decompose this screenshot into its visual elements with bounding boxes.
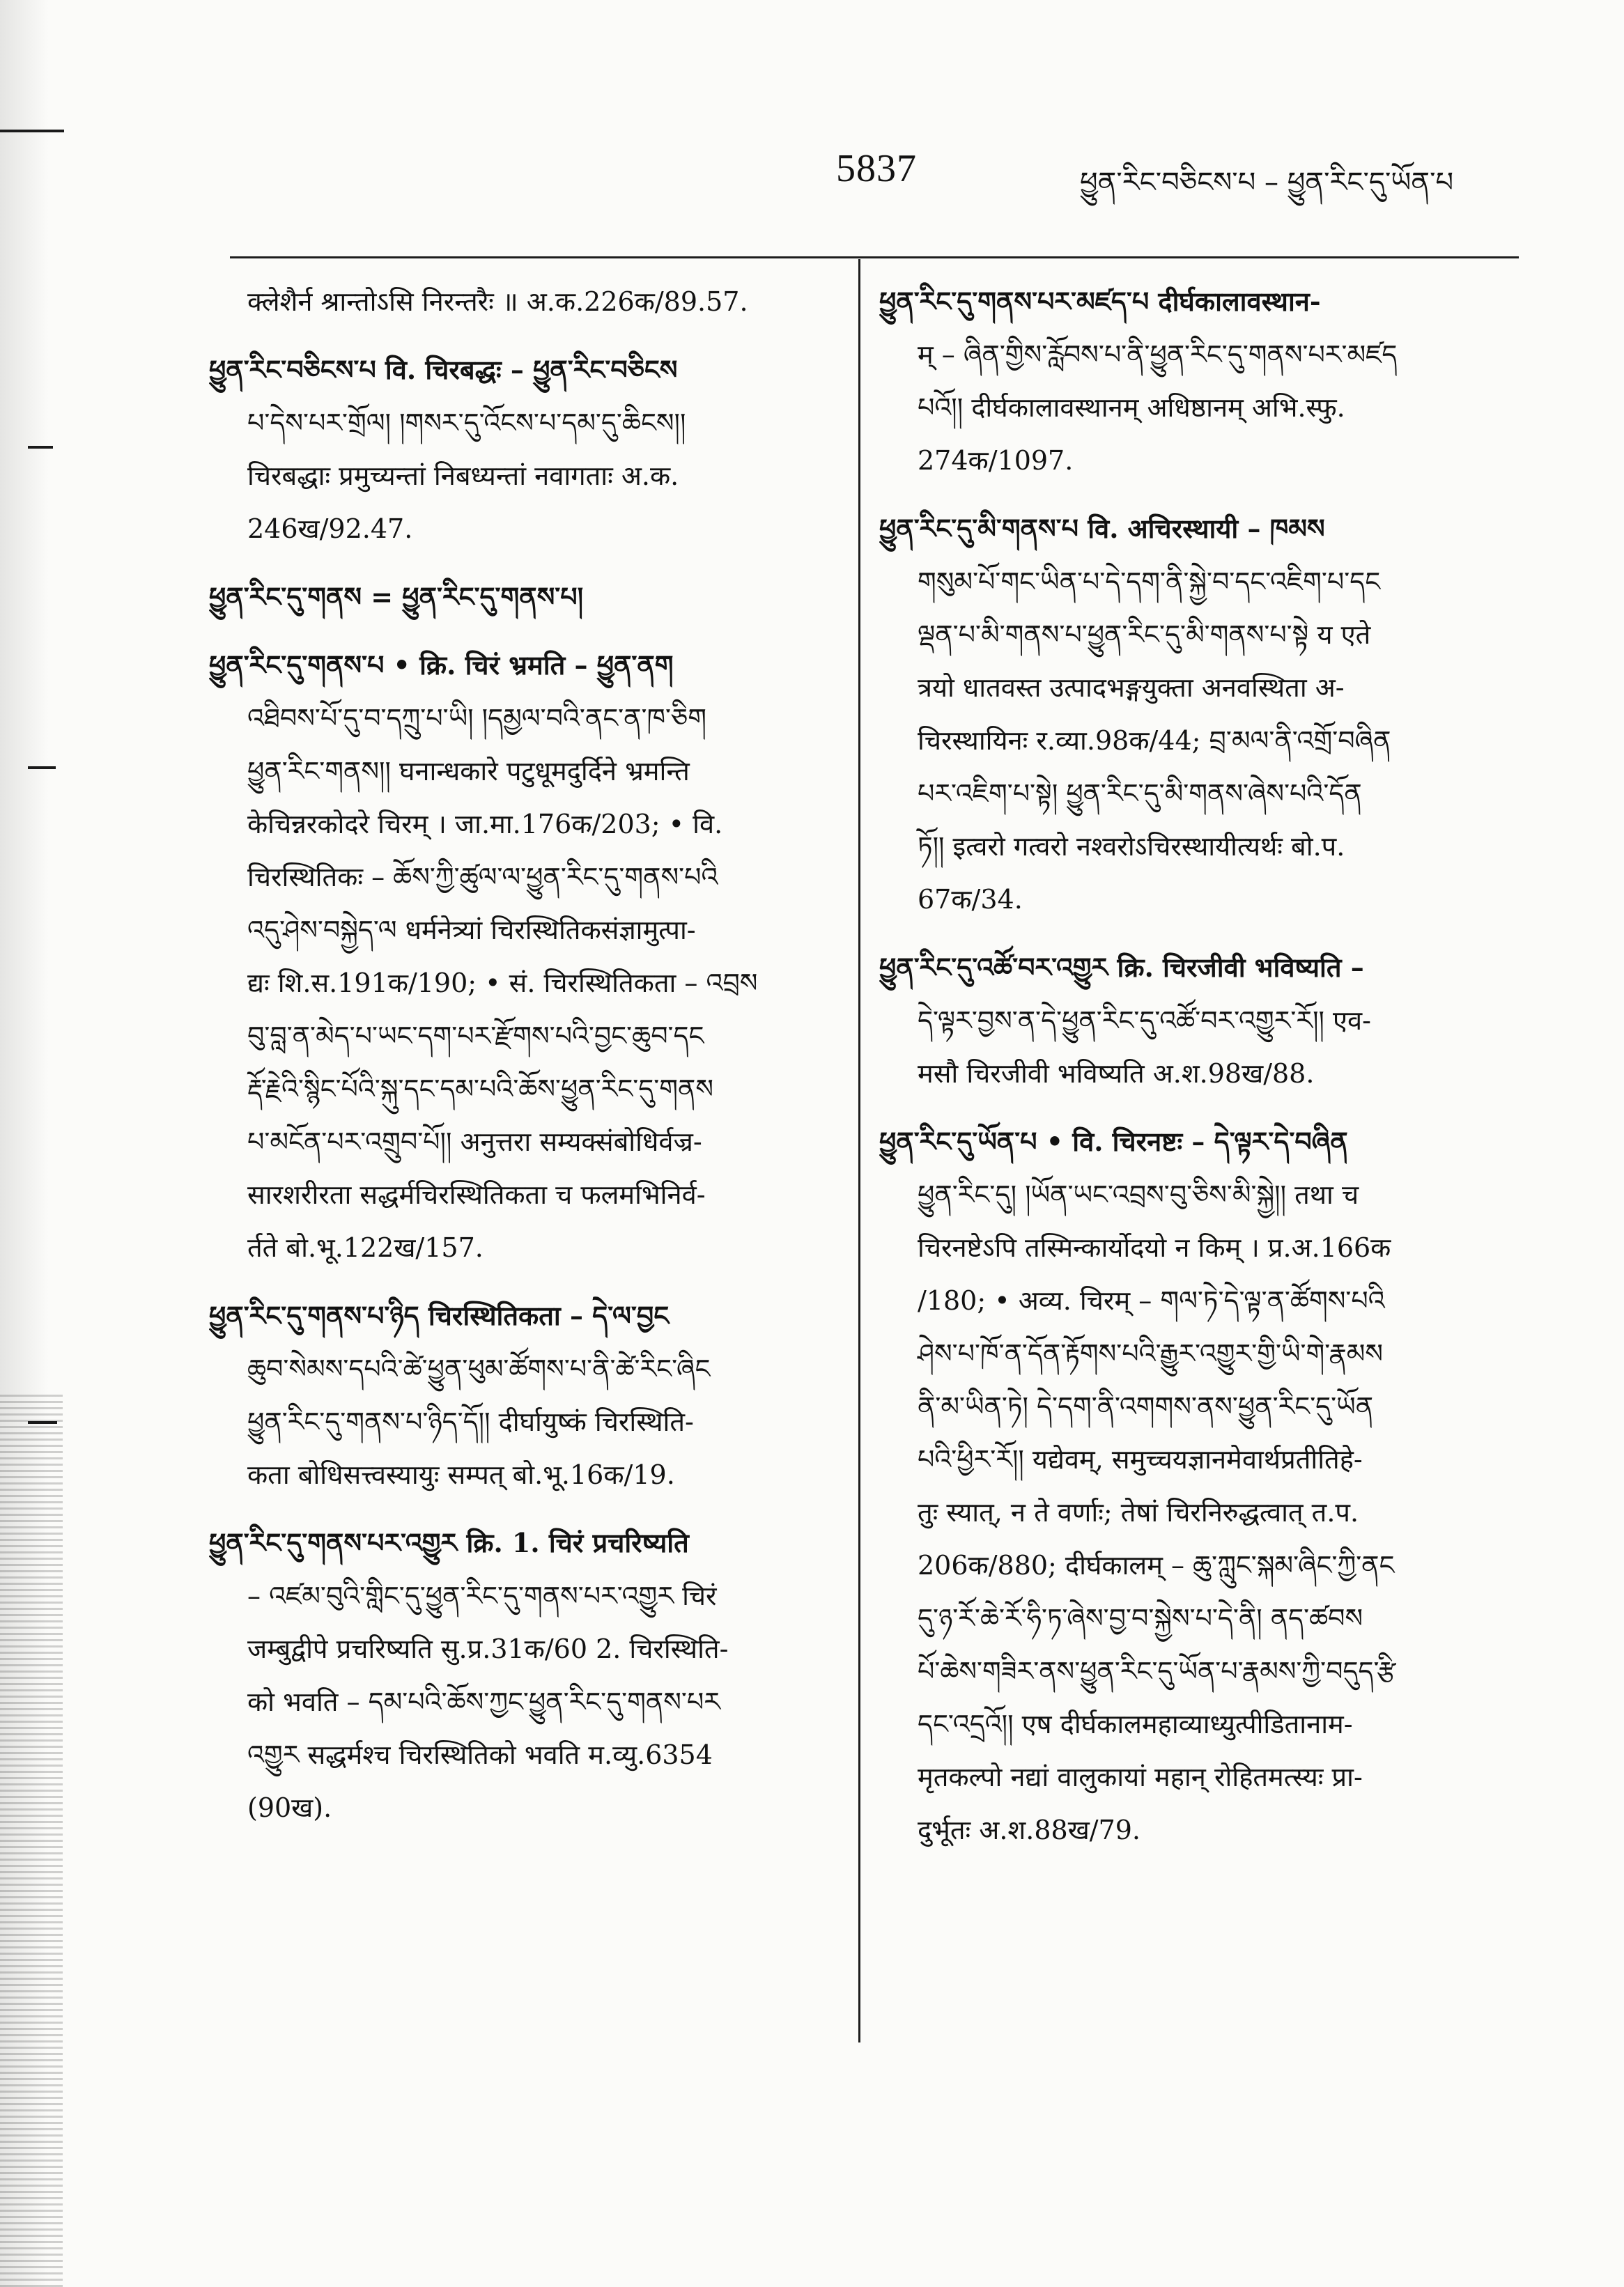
entry-text-line: द्यः शि.स.191क/190; • सं. चिरस्थितिकता – འབྲས: [247, 968, 758, 998]
entry-text-line: པའི་ཕྱིར་རོ།། यद्येवम्, समुच्चयज्ञानमेवार्थप्रतीतिहे-: [918, 1444, 1363, 1475]
entry-headword-line: ཕྱུན་རིང་དུ་འཚོ་བར་འགྱུར क्रि. चिरजीवी भविष्यति –: [879, 952, 1364, 983]
entry-text-line: ལྡན་པ་མི་གནས་པ་ཕྱུན་རིང་དུ་མི་གནས་པ་སྟེ य एते: [918, 619, 1371, 650]
entry-text-line: དང་འདྲའོ།། एष दीर्घकालमहाव्याध्युत्पीडितानाम-: [918, 1709, 1353, 1739]
margin-mark: [0, 130, 64, 132]
margin-mark: [28, 446, 53, 449]
entry-text-line: 274क/1097.: [918, 445, 1074, 476]
entry-text-line: འགྱུར सद्धर्मश्च चिरस्थितिको भवति म.व्यु.6354: [247, 1739, 713, 1770]
entry-text-line: ཤེས་པ་ཁོ་ན་དོན་རྟོགས་པའི་རྒྱུར་འགྱུར་གྱི་ཡི་གེ་རྣམས: [918, 1338, 1384, 1369]
entry-text-line: ཆུབ་སེམས་དཔའི་ཚེ་ཕྱུན་ཕུམ་ཚོགས་པ་ནི་ཚེ་རིང་ཞིང: [247, 1354, 711, 1384]
entry-gap: [879, 487, 1517, 502]
entry-text-line: རྡོ་རྗེའི་སྙིང་པོའི་སྐུ་དང་དམ་པའི་ཆོས་ཕྱུན་རིང་དུ་གནས: [247, 1073, 713, 1104]
entry-text-line: པའོ།། दीर्घकालावस्थानम् अधिष्ठानम् अभि.स्फु.: [918, 392, 1345, 423]
entry-text-line: चिरस्थितिकः – ཆོས་ཀྱི་ཚུལ་ལ་ཕྱུན་རིང་དུ་གནས་པའི: [247, 862, 718, 892]
entry-text-line: པོ་ཆེས་གཟིར་ནས་ཕྱུན་རིང་དུ་ཡོན་པ་རྣམས་ཀྱི་བདུད་རྩི: [918, 1656, 1396, 1687]
running-head: ཕྱུན་རིང་བཅིངས་པ – ཕྱུན་རིང་དུ་ཡོན་པ: [1080, 166, 1454, 199]
margin-mark: [28, 1421, 57, 1424]
entry-text-line: को भवति – དམ་པའི་ཆོས་ཀྱང་ཕྱུན་རིང་དུ་གནས་པར: [247, 1687, 720, 1717]
entry-text-line: म् – ཞིན་གྱིས་རློབས་པ་ནི་ཕྱུན་རིང་དུ་གནས་པར་མཛད: [918, 339, 1398, 370]
entry-text-line: པར་འཇིག་པ་སྟེ། ཕྱུན་རིང་དུ་མི་གནས་ཞེས་པའི་དོན: [918, 778, 1362, 809]
entry-text-line: त्रयो धातवस्त उत्पादभङ्गयुक्ता अनवस्थिता अ-: [918, 672, 1345, 703]
entry-text-line: དུ་ཉ་རོ་ཆེ་རོ་ཧི་ཏ་ཞེས་བྱ་བ་སྐྱེས་པ་དེ་ནི། ནད་ཚབས: [918, 1603, 1363, 1634]
entry-headword-line: ཕྱུན་རིང་དུ་མི་གནས་པ वि. अचिरस्थायी – ཁམས: [879, 513, 1325, 544]
entry-headword-line: ཕྱུན་རིང་དུ་གནས = ཕྱུན་རིང་དུ་གནས་པ།: [209, 581, 584, 612]
entry-headword-line: ཕྱུན་རིང་བཅིངས་པ वि. चिरबद्धः – ཕྱུན་རིང་བཅིངས: [209, 354, 678, 385]
entry-text-line: – འཛམ་བུའི་གླིང་དུ་ཕྱུན་རིང་དུ་གནས་པར་འགྱུར चिरं: [247, 1581, 717, 1611]
entry-gap: [209, 623, 846, 639]
entry-text-line: འདུ་ཤེས་བསྐྱེད་ལ धर्मनेत्र्यां चिरस्थितिकसंज्ञामुत्पा-: [247, 915, 696, 945]
column-divider: [858, 259, 860, 2042]
header-rule: [230, 256, 1519, 258]
entry-text-line: དེ་ལྟར་བྱས་ན་དེ་ཕྱུན་རིང་དུ་འཚོ་བར་འགྱུར་རོ།། एव-: [918, 1005, 1372, 1036]
entry-text-line: मृतकल्पो नद्यां वालुकायां महान् रोहितमत्स्यः प्रा-: [918, 1762, 1363, 1792]
entry-text-line: कता बोधिसत्त्वस्यायुः सम्पत् बो.भू.16क/19.: [247, 1459, 675, 1490]
entry-text-line: པ་མངོན་པར་འགྲུབ་པོ།། अनुत्तरा सम्यक्संबोधिर्वज्र-: [247, 1126, 702, 1157]
entry-headword-line: ཕྱུན་རིང་དུ་གནས་པར་མཛད་པ दीर्घकालावस्थान-: [879, 286, 1321, 317]
entry-text-line: जम्बुद्वीपे प्रचरिष्यति सु.प्र.31क/60 2. चिरस्थिति-: [247, 1634, 729, 1664]
entry-headword-line: ཕྱུན་རིང་དུ་ཡོན་པ • वि. चिरनष्टः – དེ་ལྟར་དེ་བཞིན: [879, 1126, 1348, 1157]
entry-text-line: (90ख).: [247, 1792, 332, 1823]
entry-text-line: 246ख/92.47.: [247, 513, 413, 544]
entry-text-line: 67क/34.: [918, 884, 1023, 915]
left-column: [209, 275, 846, 1834]
entry-text-line: ཏོ།། इत्वरो गत्वरो नश्वरोऽचिरस्थायीत्यर्थः बो.प.: [918, 831, 1345, 862]
entry-text-line: གསུམ་པོ་གང་ཡིན་པ་དེ་དག་ནི་སྐྱེ་བ་དང་འཇིག་པ་དང: [918, 566, 1381, 597]
entry-text-line: तुः स्यात्, न ते वर्णाः; तेषां चिरनिरुद्धत्वात् त.प.: [918, 1497, 1359, 1528]
entry-text-line: བུ་བླ་ན་མེད་པ་ཡང་དག་པར་རྫོགས་པའི་བྱང་ཆུབ་དང: [247, 1021, 704, 1051]
entry-text-line: འཐིབས་པོ་དུ་བ་དཀྲུ་པ་ཡི། །དམྱལ་བའི་ནང་ན་ཁ་ཅིག: [247, 703, 706, 734]
entry-gap: [209, 555, 846, 571]
entry-gap: [209, 328, 846, 343]
entry-text-line: केचिन्नरकोदरे चिरम् । जा.मा.176क/203; • वि.: [247, 809, 723, 839]
entry-text-line: /180; • अव्य. चिरम् – གལ་ཏེ་དེ་ལྟ་ན་ཚོགས་པའི: [918, 1285, 1385, 1316]
entry-text-line: मसौ चिरजीवी भविष्यति अ.श.98ख/88.: [918, 1058, 1315, 1089]
page-number: 5837: [836, 147, 917, 190]
page-edge-scan-noise: [0, 1393, 63, 2287]
entry-text-line: चिरबद्धाः प्रमुच्यन्तां निबध्यन्तां नवागताः अ.क.: [247, 460, 679, 491]
entry-text-line: ཕྱུན་རིང་དུ། །ཡོན་ཡང་འབྲས་བུ་ཅིས་མི་སྐྱེ།། तथा च: [918, 1179, 1359, 1210]
entry-text-line: दुर्भूतः अ.श.88ख/79.: [918, 1815, 1141, 1845]
page-header: [230, 146, 1540, 209]
entry-gap: [209, 1274, 846, 1289]
entry-text-line: ནི་མ་ཡིན་ཏེ། དེ་དག་ནི་འགགས་ནས་ཕྱུན་རིང་དུ་ཡོན: [918, 1391, 1374, 1422]
entry-headword-line: ཕྱུན་རིང་དུ་གནས་པ • क्रि. चिरं भ्रमति – ཕྱུན་ནག: [209, 649, 674, 681]
entry-text-line: པ་དེས་པར་གྲོལ། །གསར་དུ་འོངས་པ་དམ་དུ་ཆིངས།།: [247, 408, 686, 438]
entry-gap: [879, 926, 1517, 941]
entry-text-line: र्तते बो.भू.122ख/157.: [247, 1232, 484, 1263]
entry-headword-line: ཕྱུན་རིང་དུ་གནས་པར་འགྱུར क्रि. 1. चिरं प्रचरिष्यति: [209, 1527, 689, 1558]
entry-text-line: 206क/880; दीर्घकालम् – ཆུ་ཀླུང་སྐམ་ཞིང་ཀྱི་ནང: [918, 1550, 1395, 1581]
entry-text-line: सारशरीरता सद्धर्मचिरस्थितिकता च फलमभिनिर्व-: [247, 1179, 706, 1210]
entry-text-line: ཕྱུན་རིང་གནས།། घनान्धकारे पटुधूमदुर्दिने भ्रमन्ति: [247, 756, 690, 786]
entry-text-line: चिरस्थायिनः र.व्या.98क/44; བྲ་མལ་ནི་འགྲོ་བཞིན: [918, 725, 1391, 756]
entry-text-line: चिरनष्टेऽपि तस्मिन्कार्योदयो न किम् । प्र.अ.166क: [918, 1232, 1391, 1263]
right-column: [879, 275, 1517, 1856]
entry-text-line: ཕྱུན་རིང་དུ་གནས་པ་ཉིད་དོ།། दीर्घायुष्कं चिरस्थिति-: [247, 1406, 694, 1437]
entry-headword-line: ཕྱུན་རིང་དུ་གནས་པ་ཉིད चिरस्थितिकता – དེ་ལ་བྱང: [209, 1300, 670, 1331]
entry-text-line: क्लेशैर्न श्रान्तोऽसि निरन्तरैः ॥ अ.क.226क/89.57.: [247, 286, 748, 317]
entry-gap: [879, 1100, 1517, 1115]
entry-gap: [209, 1501, 846, 1517]
margin-mark: [28, 766, 56, 769]
